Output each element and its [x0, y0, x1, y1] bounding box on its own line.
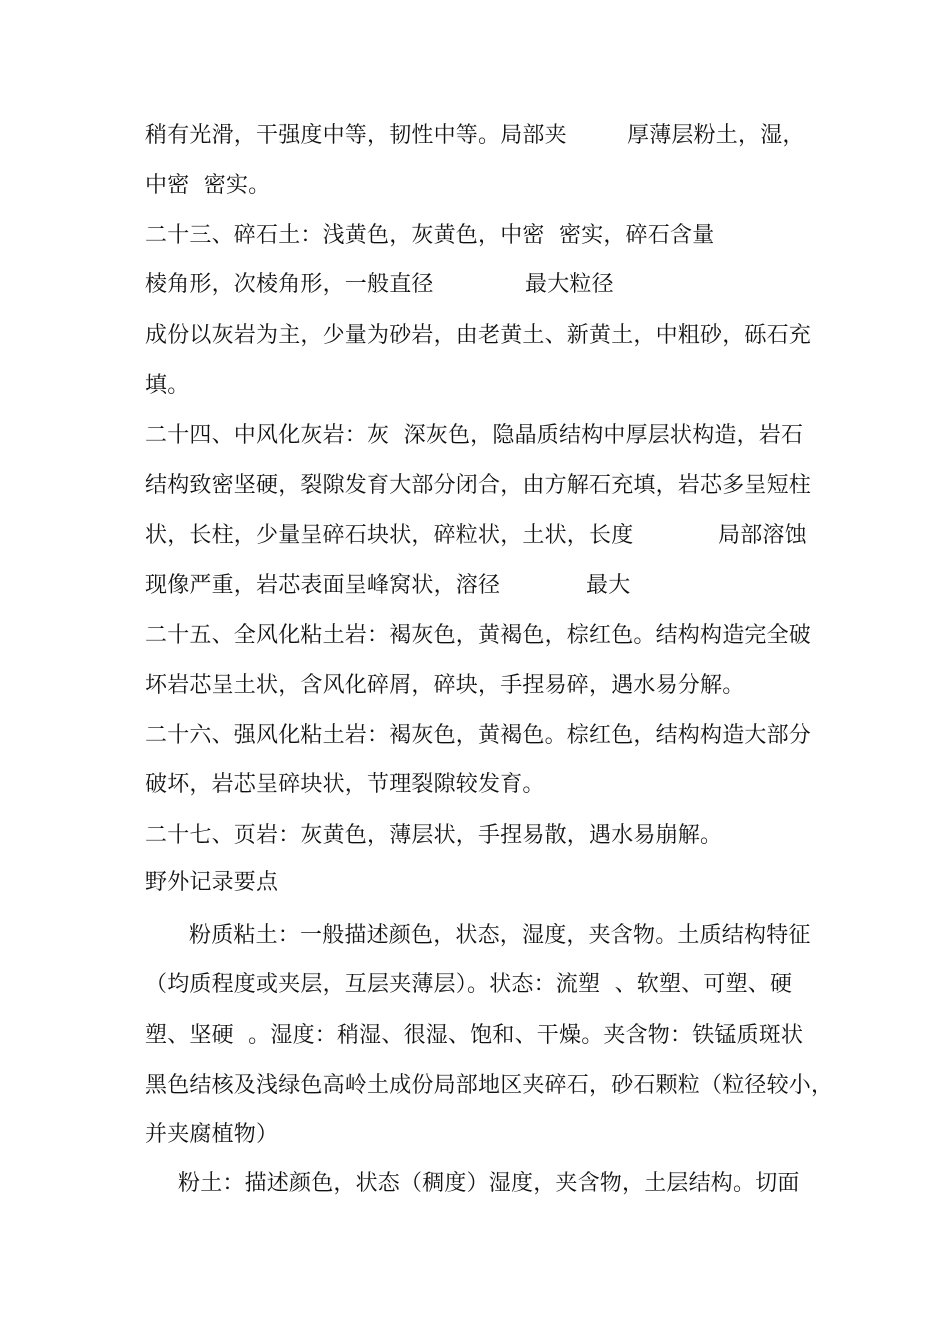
text-segment: 现像严重，岩芯表面呈峰窝状，溶径 [145, 573, 501, 598]
text-segment: 粉土：描述颜色，状态（稠度）湿度，夹含物，土层结构。切面 [178, 1171, 800, 1196]
text-segment: 二十五、全风化粘土岩：褐灰色，黄褐色，棕红色。结构构造完全破 [145, 623, 812, 648]
text-segment: 黑色结核及浅绿色高岭土成份局部地区夹碎石，砂石颗粒（粒径较小， [145, 1073, 834, 1098]
text-segment: 中密 密实。 [145, 173, 271, 198]
text-segment: 塑、坚硬 。湿度：稍湿、很湿、饱和、干燥。夹含物：铁锰质斑状 [145, 1023, 804, 1048]
text-segment: 二十六、强风化粘土岩：褐灰色，黄褐色。棕红色，结构构造大部分 [145, 723, 812, 748]
text-segment: 填。 [145, 373, 190, 398]
text-segment: 二十四、中风化灰岩：灰 深灰色，隐晶质结构中厚层状构造，岩石 [145, 423, 804, 448]
text-segment: 状，长柱，少量呈碎石块状，碎粒状，土状，长度 [145, 523, 634, 548]
text-segment: 棱角形，次棱角形，一般直径 [145, 272, 434, 297]
text-segment: 坏岩芯呈土状，含风化碎屑，碎块，手捏易碎，遇水易分解。 [145, 673, 745, 698]
text-segment: 最大粒径 [525, 272, 614, 297]
text-segment: 稍有光滑，干强度中等，韧性中等。局部夹 [145, 123, 567, 148]
text-segment: 破坏，岩芯呈碎块状，节理裂隙较发育。 [145, 772, 545, 797]
text-segment: 二十三、碎石土：浅黄色，灰黄色，中密 密实，碎石含量 [145, 223, 715, 248]
text-segment: 局部溶蚀 [718, 523, 807, 548]
text-segment: 二十七、页岩：灰黄色，薄层状，手捏易散，遇水易崩解。 [145, 823, 723, 848]
text-segment: （均质程度或夹层，互层夹薄层）。状态：流塑 、软塑、可塑、硬 [145, 972, 793, 997]
text-segment: 并夹腐植物） [145, 1122, 279, 1147]
text-segment: 最大 [586, 573, 631, 598]
text-segment: 厚薄层粉土，湿， [627, 123, 805, 148]
text-segment: 粉质粘土：一般描述颜色，状态，湿度，夹含物。土质结构特征 [189, 923, 811, 948]
paragraph-line [145, 1170, 800, 1254]
text-segment: 结构致密坚硬，裂隙发育大部分闭合，由方解石充填，岩芯多呈短柱 [145, 473, 812, 498]
text-segment: 野外记录要点 [145, 870, 279, 895]
text-segment: 成份以灰岩为主，少量为砂岩，由老黄土、新黄土，中粗砂，砾石充 [145, 323, 812, 348]
